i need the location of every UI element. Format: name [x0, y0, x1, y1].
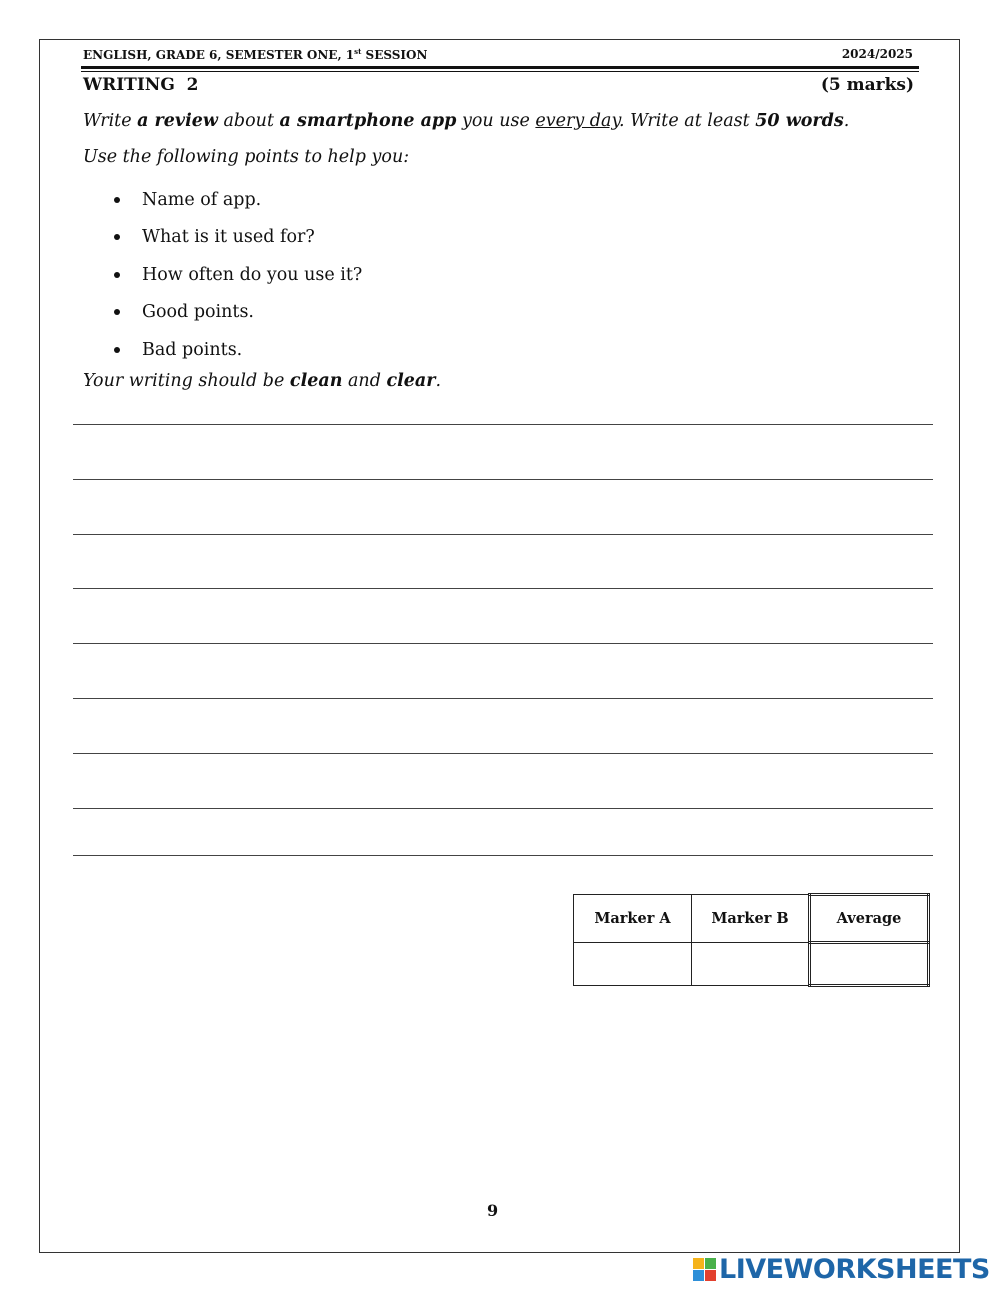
- bullet-icon: [114, 234, 120, 240]
- section-title: WRITING 2: [83, 75, 199, 95]
- average-score[interactable]: [810, 943, 929, 986]
- marker-b-header: Marker B: [692, 895, 810, 943]
- marker-b-score[interactable]: [692, 943, 810, 986]
- bullet-icon: [114, 197, 120, 203]
- liveworksheets-blocks-icon: [693, 1258, 716, 1281]
- list-item: What is it used for?: [110, 219, 362, 257]
- liveworksheets-logo[interactable]: [693, 1254, 990, 1285]
- bullet-icon: [114, 272, 120, 278]
- writing-line[interactable]: [73, 588, 933, 589]
- logo-block: [693, 1270, 704, 1281]
- page-number: 9: [487, 1201, 499, 1220]
- header-rule-thin: [81, 71, 919, 72]
- bullet-icon: [114, 347, 120, 353]
- list-item: Bad points.: [110, 331, 362, 369]
- list-item: Name of app.: [110, 181, 362, 219]
- logo-block: [705, 1258, 716, 1269]
- marker-a-score[interactable]: [574, 943, 692, 986]
- task-instruction: Write a review about a smartphone app you use every day. Write at least 50 words.: [83, 111, 850, 131]
- writing-line[interactable]: [73, 753, 933, 754]
- average-header: Average: [810, 895, 929, 943]
- points-intro: Use the following points to help you:: [83, 147, 410, 167]
- writing-line[interactable]: [73, 698, 933, 699]
- writing-line[interactable]: [73, 479, 933, 480]
- writing-line[interactable]: [73, 643, 933, 644]
- closing-instruction: Your writing should be clean and clear.: [83, 371, 442, 391]
- header-rule-thick: [81, 66, 919, 69]
- writing-line[interactable]: [73, 855, 933, 856]
- logo-block: [705, 1270, 716, 1281]
- section-marks: (5 marks): [820, 75, 914, 95]
- guide-points-list: [110, 181, 362, 369]
- school-year: 2024/2025: [841, 47, 913, 61]
- writing-line[interactable]: [73, 534, 933, 535]
- course-header: ENGLISH, GRADE 6, SEMESTER ONE, 1st SESSION: [83, 47, 428, 62]
- logo-block: [693, 1258, 704, 1269]
- writing-line[interactable]: [73, 424, 933, 425]
- marker-table: [573, 893, 930, 987]
- liveworksheets-wordmark: LIVEWORKSHEETS: [719, 1254, 990, 1285]
- writing-line[interactable]: [73, 808, 933, 809]
- bullet-icon: [114, 309, 120, 315]
- list-item: How often do you use it?: [110, 256, 362, 294]
- list-item: Good points.: [110, 294, 362, 332]
- marker-a-header: Marker A: [574, 895, 692, 943]
